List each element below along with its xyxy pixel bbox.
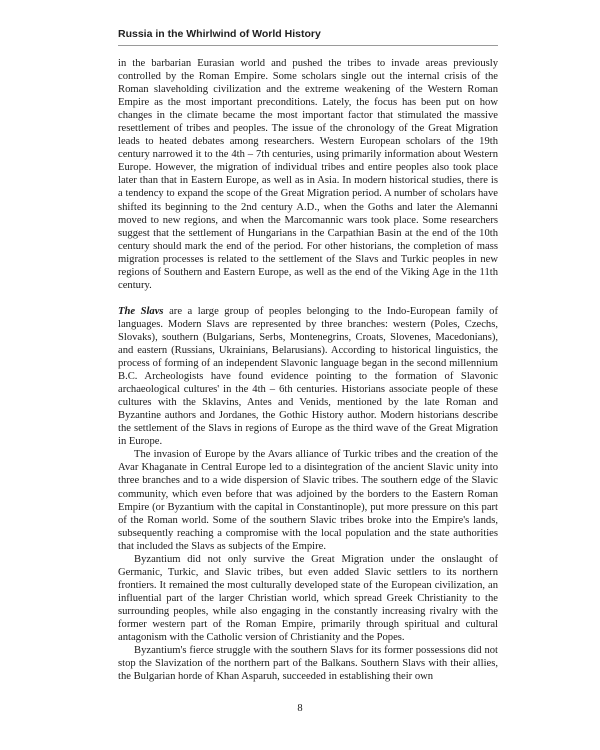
body-text [118, 57, 498, 683]
header-rule [118, 45, 498, 46]
paragraph-slavs [118, 305, 498, 449]
paragraph-slavs-text: are a large group of peoples belonging to the Indo-European family of languages. Modern Slavs are represented by three branches: western (Poles, Czechs, Slovaks), southern (Bulgarians, Serbs, Montenegrins, Croats, Slovenes, Macedonians), and eastern (Russians, Ukrainians, Belarusians). According to historical linguistics, the process of forming of an independent Slavonic language began in the second millennium B.C. Archeologists have found evidence pointing to the formation of Slavonic archaeological cultures' in the 4th – 6th centuries. Historians associate people of these cultures with the Sklavins, Antes and Venids, mentioned by the late Roman and Byzantine authors and Jordanes, the Gothic History author. Modern historians describe the settlement of the Slavs in regions of Europe as the third wave of the Great Migration in Europe. [118, 305, 498, 448]
paragraph-avars: The invasion of Europe by the Avars alliance of Turkic tribes and the creation of the Avar Khaganate in Central Europe led to a disintegration of the ancient Slavic unity into three branches and to a wide dispersion of Slavic tribes. The southern edge of the Slavic community, which even before that was adjoined by the borders to the Eastern Roman Empire (or Byzantium with the capital in Constantinople), put more pressure on this part of the Roman world. Some of the southern Slavic tribes broke into the Empire's lands, subsequently reaching a compromise with the local population and the state authorities that included the Slavs as subjects of the Empire. [118, 449, 498, 552]
paragraph-byzantium-struggle: Byzantium's fierce struggle with the southern Slavs for its former possessions did not stop the Slavization of the northern part of the Balkans. Southern Slavs with their allies, the Bulgarian horde of Khan Asparuh, succeeded in establishing their own [118, 645, 498, 683]
running-header: Russia in the Whirlwind of World History [118, 28, 321, 40]
paragraph-great-migration: in the barbarian Eurasian world and pushed the tribes to invade areas previously controlled by the Roman Empire. Some scholars single out the internal crisis of the Roman slaveholding civilization and the extreme weakening of the Western Roman Empire as the most important preconditions. Lately, the focus has been put on how changes in the climate became the most important factor that stimulated the massive resettlement of tribes and peoples. The issue of the chronology of the Great Migration leads to heated debates among researchers. Western European scholars of the 19th century narrowed it to the 4th – 7th centuries, using primarily information about Western Europe. However, the migration of individual tribes and entire peoples also took place later than that in Eastern Europe, as well as in Asia. In modern historical studies, there is a tendency to expand the scope of the Great Migration period. A number of scholars have shifted its beginning to the 2nd century A.D., when the Goths and later the Alemanni moved to new regions, and when the Marcomannic wars took place. Some researchers suggest that the settlement of Hungarians in the Carpathian Basin at the end of the 10th century should mark the end of the period. For other historians, the completion of mass migration processes is related to the settlement of the Slavs and Turkic peoples in new regions of Southern and Eastern Europe, as well as the end of the Viking Age in the 11th century. [118, 58, 498, 291]
term-the-slavs: The Slavs [118, 305, 164, 317]
paragraph-byzantium: Byzantium did not only survive the Great Migration under the onslaught of Germanic, Turkic, and Slavic tribes, but even added Slavic settlers to its northern frontiers. It remained the most culturally developed state of the European civilization, an influential part of the larger Christian world, which spread Greek Christianity to the surrounding peoples, while also engaging in the constantly increasing rivalry with the former western part of the Roman Empire, primarily through spiritual and cultural antagonism with the Catholic version of Christianity and the Popes. [118, 553, 498, 644]
page-number: 8 [297, 703, 303, 714]
